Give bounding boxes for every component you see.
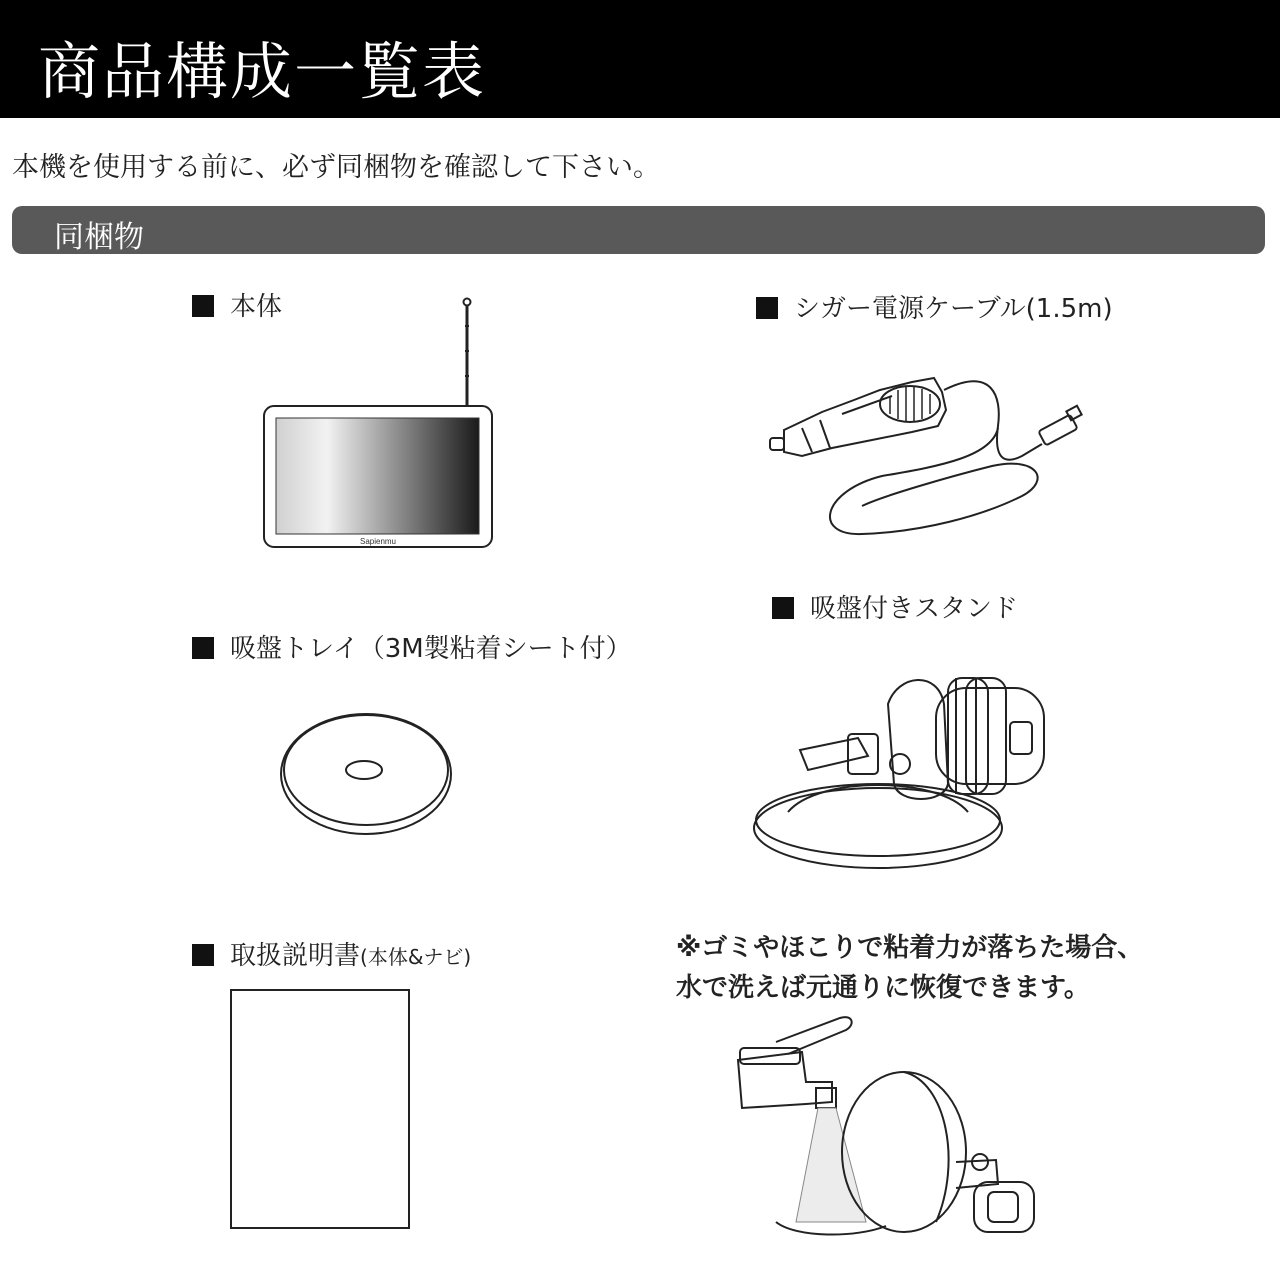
item-label-manual: 取扱説明書(本体&ナビ) xyxy=(192,935,471,972)
monitor-illustration xyxy=(260,296,500,552)
note-line-2: 水で洗えば元通りに恢復できます。 xyxy=(676,973,1090,1003)
section-header xyxy=(12,206,1265,254)
device-brand-label: Sapienmu xyxy=(359,537,397,546)
intro-text: 本機を使用する前に、必ず同梱物を確認して下さい。 xyxy=(12,152,660,183)
bullet-square-icon xyxy=(192,637,214,659)
manual-illustration xyxy=(230,989,412,1231)
suction-stand-illustration xyxy=(748,664,1078,874)
item-label-cigar-cable: シガー電源ケーブル(1.5m) xyxy=(756,288,1113,325)
washing-illustration xyxy=(736,1012,1056,1252)
item-label-main-unit: 本体 xyxy=(192,286,282,323)
bullet-square-icon xyxy=(772,597,794,619)
suction-tray-illustration xyxy=(276,708,456,838)
bullet-square-icon xyxy=(756,297,778,319)
section-title: 同梱物 xyxy=(54,220,144,255)
bullet-square-icon xyxy=(192,295,214,317)
page-title: 商品構成一覧表 xyxy=(38,35,487,108)
cleaning-note xyxy=(676,928,1143,1008)
car-charger-illustration xyxy=(762,356,1102,546)
header-bar xyxy=(0,0,1280,118)
note-line-1: ※ゴミやほこりで粘着力が落ちた場合、 xyxy=(676,933,1144,963)
bullet-square-icon xyxy=(192,944,214,966)
item-label-suction-stand: 吸盤付きスタンド xyxy=(772,588,1018,625)
item-label-suction-tray: 吸盤トレイ（3M製粘着シート付） xyxy=(192,628,632,665)
